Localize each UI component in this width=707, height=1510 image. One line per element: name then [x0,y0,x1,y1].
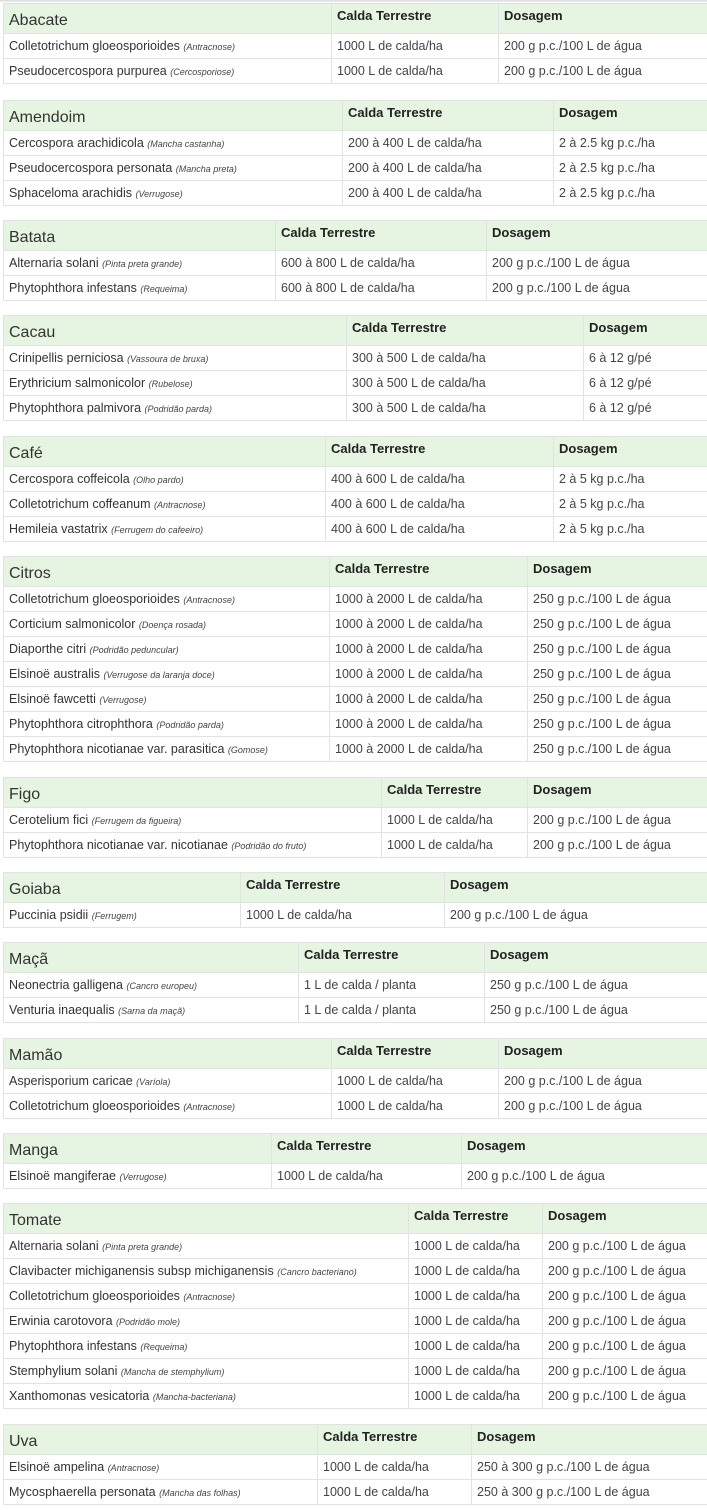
calda-cell: 1000 L de calda/ha [409,1309,543,1334]
crop-name: Figo [4,778,382,808]
table-row [4,34,707,59]
calda-cell: 1000 L de calda/ha [409,1334,543,1359]
calda-cell: 1000 L de calda/ha [272,1164,462,1189]
calda-cell: 600 à 800 L de calda/ha [276,276,487,301]
crop-table-goiaba [3,872,707,928]
pest-cell [4,1359,409,1384]
table-row [4,181,707,206]
crop-table-café [3,436,707,542]
pest-name: Elsinoë mangiferae [9,1169,117,1183]
table-row [4,1234,707,1259]
pest-common-name: (Antracnose) [154,500,206,510]
calda-cell: 600 à 800 L de calda/ha [276,251,487,276]
column-header-calda: Calda Terrestre [299,943,485,973]
pest-cell [4,156,343,181]
calda-cell: 1000 L de calda/ha [332,1094,499,1119]
calda-cell: 400 à 600 L de calda/ha [326,517,554,542]
table-row [4,712,707,737]
crop-table-uva [3,1424,707,1505]
dosagem-cell: 200 g p.c./100 L de água [445,903,707,928]
dosagem-cell: 2 à 5 kg p.c./ha [554,492,707,517]
table-row [4,1455,707,1480]
pest-common-name: (Antracnose) [183,42,235,52]
pest-name: Elsinoë fawcetti [9,692,96,706]
pest-cell [4,396,347,421]
table-row [4,833,707,858]
dosagem-cell: 250 g p.c./100 L de água [528,662,707,687]
dosagem-cell: 200 g p.c./100 L de água [499,1069,707,1094]
table-row [4,467,707,492]
pest-cell [4,662,330,687]
calda-cell: 300 à 500 L de calda/ha [347,371,584,396]
pest-common-name: (Verrugose da laranja doce) [103,670,215,680]
pest-cell [4,712,330,737]
crop-name: Mamão [4,1039,332,1069]
pest-common-name: (Pinta preta grande) [102,1242,183,1252]
table-header-row [4,1039,707,1069]
pest-common-name: (Vassoura de bruxa) [127,354,209,364]
dosagem-cell: 200 g p.c./100 L de água [487,276,707,301]
crop-table-cacau [3,315,707,421]
dosagem-cell: 250 g p.c./100 L de água [528,612,707,637]
dosagem-cell: 250 g p.c./100 L de água [528,587,707,612]
pest-name: Erwinia carotovora [9,1314,113,1328]
pest-cell [4,1334,409,1359]
table-header-row [4,221,707,251]
dosagem-cell: 2 à 5 kg p.c./ha [554,517,707,542]
pest-cell [4,276,276,301]
table-row [4,517,707,542]
column-header-dosagem: Dosagem [485,943,707,973]
table-row [4,371,707,396]
pest-common-name: (Podridão do fruto) [231,841,307,851]
calda-cell: 1000 à 2000 L de calda/ha [330,712,528,737]
pest-common-name: (Cercosporiose) [170,67,235,77]
calda-cell: 1000 à 2000 L de calda/ha [330,587,528,612]
crop-name: Tomate [4,1204,409,1234]
pest-name: Erythricium salmonicolor [9,376,146,390]
dosagem-cell: 200 g p.c./100 L de água [499,59,707,84]
pest-name: Alternaria solani [9,256,99,270]
crop-table-abacate [3,3,707,84]
calda-cell: 1000 à 2000 L de calda/ha [330,737,528,762]
table-header-row [4,4,707,34]
dosagem-cell: 200 g p.c./100 L de água [528,808,707,833]
pest-cell [4,34,332,59]
calda-cell: 400 à 600 L de calda/ha [326,492,554,517]
pest-common-name: (Cancro bacteriano) [277,1267,357,1277]
table-row [4,687,707,712]
pest-name: Crinipellis perniciosa [9,351,124,365]
calda-cell: 1000 L de calda/ha [241,903,445,928]
pest-cell [4,1480,318,1505]
table-row [4,346,707,371]
calda-cell: 1000 à 2000 L de calda/ha [330,637,528,662]
pest-name: Colletotrichum gloeosporioides [9,592,180,606]
pest-common-name: (Mancha das folhas) [159,1488,241,1498]
calda-cell: 1 L de calda / planta [299,973,485,998]
calda-cell: 1000 L de calda/ha [409,1234,543,1259]
calda-cell: 1000 L de calda/ha [332,1069,499,1094]
dosagem-cell: 200 g p.c./100 L de água [543,1284,707,1309]
column-header-dosagem: Dosagem [499,4,707,34]
dosagem-cell: 2 à 2.5 kg p.c./ha [554,181,707,206]
pest-cell [4,612,330,637]
pest-name: Cerotelium fici [9,813,89,827]
calda-cell: 1000 L de calda/ha [332,34,499,59]
pest-common-name: (Mancha castanha) [147,139,225,149]
calda-cell: 300 à 500 L de calda/ha [347,346,584,371]
pest-name: Puccinia psidii [9,908,89,922]
table-header-row [4,437,707,467]
column-header-dosagem: Dosagem [487,221,707,251]
calda-cell: 1000 à 2000 L de calda/ha [330,662,528,687]
dosagem-cell: 200 g p.c./100 L de água [543,1334,707,1359]
crop-name: Batata [4,221,276,251]
table-row [4,612,707,637]
pest-name: Elsinoë australis [9,667,101,681]
crop-table-amendoim [3,100,707,206]
calda-cell: 1000 à 2000 L de calda/ha [330,612,528,637]
pest-cell [4,492,326,517]
pest-common-name: (Verrugose) [119,1172,167,1182]
crop-name: Amendoim [4,101,343,131]
pest-name: Neonectria galligena [9,978,123,992]
column-header-calda: Calda Terrestre [326,437,554,467]
table-row [4,1384,707,1409]
dosagem-cell: 200 g p.c./100 L de água [499,1094,707,1119]
pest-name: Phytophthora palmivora [9,401,142,415]
dosagem-cell: 200 g p.c./100 L de água [462,1164,707,1189]
dosagem-cell: 6 à 12 g/pé [584,396,707,421]
table-row [4,396,707,421]
pest-common-name: (Gomose) [227,745,268,755]
crop-name: Café [4,437,326,467]
pest-cell [4,181,343,206]
pest-common-name: (Ferrugem do cafeeiro) [111,525,204,535]
table-header-row [4,1425,707,1455]
pest-common-name: (Pinta preta grande) [102,259,183,269]
column-header-calda: Calda Terrestre [332,1039,499,1069]
pest-common-name: (Antracnose) [183,595,235,605]
pest-name: Cercospora arachidicola [9,136,144,150]
pest-cell [4,59,332,84]
table-header-row [4,1204,707,1234]
calda-cell: 1000 L de calda/ha [409,1384,543,1409]
calda-cell: 200 à 400 L de calda/ha [343,131,554,156]
pest-cell [4,737,330,762]
calda-cell: 1000 L de calda/ha [382,808,528,833]
dosagem-cell: 6 à 12 g/pé [584,371,707,396]
pest-cell [4,637,330,662]
column-header-calda: Calda Terrestre [241,873,445,903]
table-row [4,59,707,84]
pest-name: Colletotrichum gloeosporioides [9,39,180,53]
crop-name: Goiaba [4,873,241,903]
calda-cell: 1000 L de calda/ha [318,1480,472,1505]
pest-name: Diaporthe citri [9,642,87,656]
pest-name: Xanthomonas vesicatoria [9,1389,150,1403]
pest-common-name: (Varíola) [136,1077,171,1087]
table-row [4,903,707,928]
crop-name: Manga [4,1134,272,1164]
dosagem-cell: 250 à 300 g p.c./100 L de água [472,1480,707,1505]
column-header-dosagem: Dosagem [528,778,707,808]
dosagem-cell: 250 g p.c./100 L de água [485,998,707,1023]
column-header-dosagem: Dosagem [499,1039,707,1069]
crop-name: Uva [4,1425,318,1455]
crop-table-tomate [3,1203,707,1409]
dosagem-cell: 200 g p.c./100 L de água [543,1234,707,1259]
pest-cell [4,251,276,276]
pest-cell [4,1455,318,1480]
crop-table-manga [3,1133,707,1189]
pest-common-name: (Podridão mole) [116,1317,181,1327]
calda-cell: 1000 L de calda/ha [318,1455,472,1480]
pest-name: Colletotrichum coffeanum [9,497,151,511]
calda-cell: 1000 à 2000 L de calda/ha [330,687,528,712]
dosagem-cell: 250 g p.c./100 L de água [485,973,707,998]
column-header-dosagem: Dosagem [445,873,707,903]
crop-table-batata [3,220,707,301]
pest-name: Venturia inaequalis [9,1003,115,1017]
pest-common-name: (Olho pardo) [133,475,184,485]
dosagem-cell: 2 à 5 kg p.c./ha [554,467,707,492]
table-header-row [4,101,707,131]
pest-common-name: (Podridão peduncular) [89,645,179,655]
table-header-row [4,873,707,903]
dosagem-cell: 250 g p.c./100 L de água [528,687,707,712]
pest-name: Asperisporium caricae [9,1074,133,1088]
calda-cell: 200 à 400 L de calda/ha [343,181,554,206]
pest-name: Sphaceloma arachidis [9,186,132,200]
pest-name: Cercospora coffeicola [9,472,130,486]
crop-table-mamão [3,1038,707,1119]
pest-cell [4,833,382,858]
dosagem-cell: 200 g p.c./100 L de água [543,1359,707,1384]
dosagem-cell: 250 g p.c./100 L de água [528,737,707,762]
pest-common-name: (Verrugose) [99,695,147,705]
pest-common-name: (Antracnose) [183,1292,235,1302]
pest-common-name: (Requeima) [140,284,188,294]
pest-cell [4,1259,409,1284]
pest-cell [4,1069,332,1094]
crop-table-figo [3,777,707,858]
pest-name: Elsinoë ampelina [9,1460,105,1474]
pest-common-name: (Cancro europeu) [126,981,197,991]
pest-cell [4,973,299,998]
table-row [4,808,707,833]
table-row [4,1259,707,1284]
pest-cell [4,1284,409,1309]
pest-cell [4,517,326,542]
table-row [4,1284,707,1309]
pest-name: Phytophthora nicotianae var. parasitica [9,742,225,756]
column-header-calda: Calda Terrestre [382,778,528,808]
pest-name: Phytophthora citrophthora [9,717,153,731]
table-row [4,998,707,1023]
calda-cell: 1000 L de calda/ha [409,1359,543,1384]
table-row [4,1334,707,1359]
column-header-dosagem: Dosagem [472,1425,707,1455]
pest-cell [4,371,347,396]
pest-common-name: (Doença rosada) [138,620,206,630]
pest-cell [4,903,241,928]
dosagem-cell: 200 g p.c./100 L de água [487,251,707,276]
pest-cell [4,131,343,156]
column-header-calda: Calda Terrestre [330,557,528,587]
calda-cell: 1000 L de calda/ha [332,59,499,84]
pest-name: Alternaria solani [9,1239,99,1253]
crop-name: Cacau [4,316,347,346]
pest-common-name: (Podridão parda) [156,720,224,730]
table-row [4,131,707,156]
pest-name: Hemileia vastatrix [9,522,108,536]
pest-common-name: (Antracnose) [183,1102,235,1112]
table-row [4,156,707,181]
pest-name: Corticium salmonicolor [9,617,136,631]
pest-cell [4,1164,272,1189]
pest-name: Clavibacter michiganensis subsp michiganensis [9,1264,274,1278]
table-row [4,1164,707,1189]
column-header-dosagem: Dosagem [554,101,707,131]
dosagem-cell: 250 g p.c./100 L de água [528,712,707,737]
calda-cell: 400 à 600 L de calda/ha [326,467,554,492]
table-row [4,492,707,517]
table-row [4,973,707,998]
table-row [4,662,707,687]
table-row [4,251,707,276]
pest-name: Pseudocercospora purpurea [9,64,167,78]
pest-cell [4,998,299,1023]
column-header-dosagem: Dosagem [584,316,707,346]
calda-cell: 1000 L de calda/ha [382,833,528,858]
pest-common-name: (Rubelose) [148,379,193,389]
column-header-dosagem: Dosagem [554,437,707,467]
calda-cell: 1 L de calda / planta [299,998,485,1023]
pest-cell [4,1309,409,1334]
pest-name: Mycosphaerella personata [9,1485,156,1499]
pest-common-name: (Mancha-bacteriana) [152,1392,236,1402]
column-header-dosagem: Dosagem [543,1204,707,1234]
table-row [4,1069,707,1094]
pest-cell [4,687,330,712]
dosagem-cell: 250 à 300 g p.c./100 L de água [472,1455,707,1480]
pest-cell [4,587,330,612]
dosagem-cell: 2 à 2.5 kg p.c./ha [554,156,707,181]
pest-name: Phytophthora infestans [9,1339,137,1353]
table-header-row [4,557,707,587]
pest-name: Phytophthora infestans [9,281,137,295]
crop-name: Maçã [4,943,299,973]
column-header-calda: Calda Terrestre [276,221,487,251]
pest-cell [4,467,326,492]
pest-common-name: (Podridão parda) [144,404,213,414]
dosagem-cell: 200 g p.c./100 L de água [543,1309,707,1334]
pest-cell [4,808,382,833]
dosagem-cell: 200 g p.c./100 L de água [528,833,707,858]
dosagem-cell: 200 g p.c./100 L de água [499,34,707,59]
pest-name: Phytophthora nicotianae var. nicotianae [9,838,228,852]
column-header-dosagem: Dosagem [528,557,707,587]
column-header-calda: Calda Terrestre [343,101,554,131]
pest-cell [4,1234,409,1259]
pest-name: Stemphylium solani [9,1364,118,1378]
pest-name: Colletotrichum gloeosporioides [9,1289,180,1303]
column-header-dosagem: Dosagem [462,1134,707,1164]
pest-common-name: (Ferrugem) [91,911,137,921]
table-row [4,1359,707,1384]
table-header-row [4,778,707,808]
calda-cell: 300 à 500 L de calda/ha [347,396,584,421]
crop-table-citros [3,556,707,762]
dosagem-cell: 250 g p.c./100 L de água [528,637,707,662]
column-header-calda: Calda Terrestre [409,1204,543,1234]
column-header-calda: Calda Terrestre [272,1134,462,1164]
pest-common-name: (Antracnose) [107,1463,160,1473]
table-row [4,276,707,301]
pest-common-name: (Sarna da maçã) [118,1006,186,1016]
column-header-calda: Calda Terrestre [332,4,499,34]
pest-common-name: (Requeima) [140,1342,188,1352]
calda-cell: 1000 L de calda/ha [409,1259,543,1284]
table-header-row [4,1134,707,1164]
table-row [4,637,707,662]
table-row [4,1094,707,1119]
table-header-row [4,316,707,346]
pest-cell [4,346,347,371]
pest-common-name: (Mancha de stemphylium) [120,1367,225,1377]
pest-name: Pseudocercospora personata [9,161,173,175]
dosagem-cell: 200 g p.c./100 L de água [543,1384,707,1409]
pest-common-name: (Mancha preta) [175,164,237,174]
column-header-calda: Calda Terrestre [318,1425,472,1455]
table-row [4,1480,707,1505]
dosagem-cell: 2 à 2.5 kg p.c./ha [554,131,707,156]
table-header-row [4,943,707,973]
pest-cell [4,1094,332,1119]
dosagem-cell: 6 à 12 g/pé [584,346,707,371]
pest-common-name: (Ferrugem da figueira) [91,816,182,826]
calda-cell: 200 à 400 L de calda/ha [343,156,554,181]
pest-cell [4,1384,409,1409]
table-row [4,1309,707,1334]
table-row [4,587,707,612]
table-row [4,737,707,762]
crop-name: Citros [4,557,330,587]
pest-name: Colletotrichum gloeosporioides [9,1099,180,1113]
pest-common-name: (Verrugose) [135,189,183,199]
column-header-calda: Calda Terrestre [347,316,584,346]
crop-table-maçã [3,942,707,1023]
crop-name: Abacate [4,4,332,34]
calda-cell: 1000 L de calda/ha [409,1284,543,1309]
dosagem-cell: 200 g p.c./100 L de água [543,1259,707,1284]
